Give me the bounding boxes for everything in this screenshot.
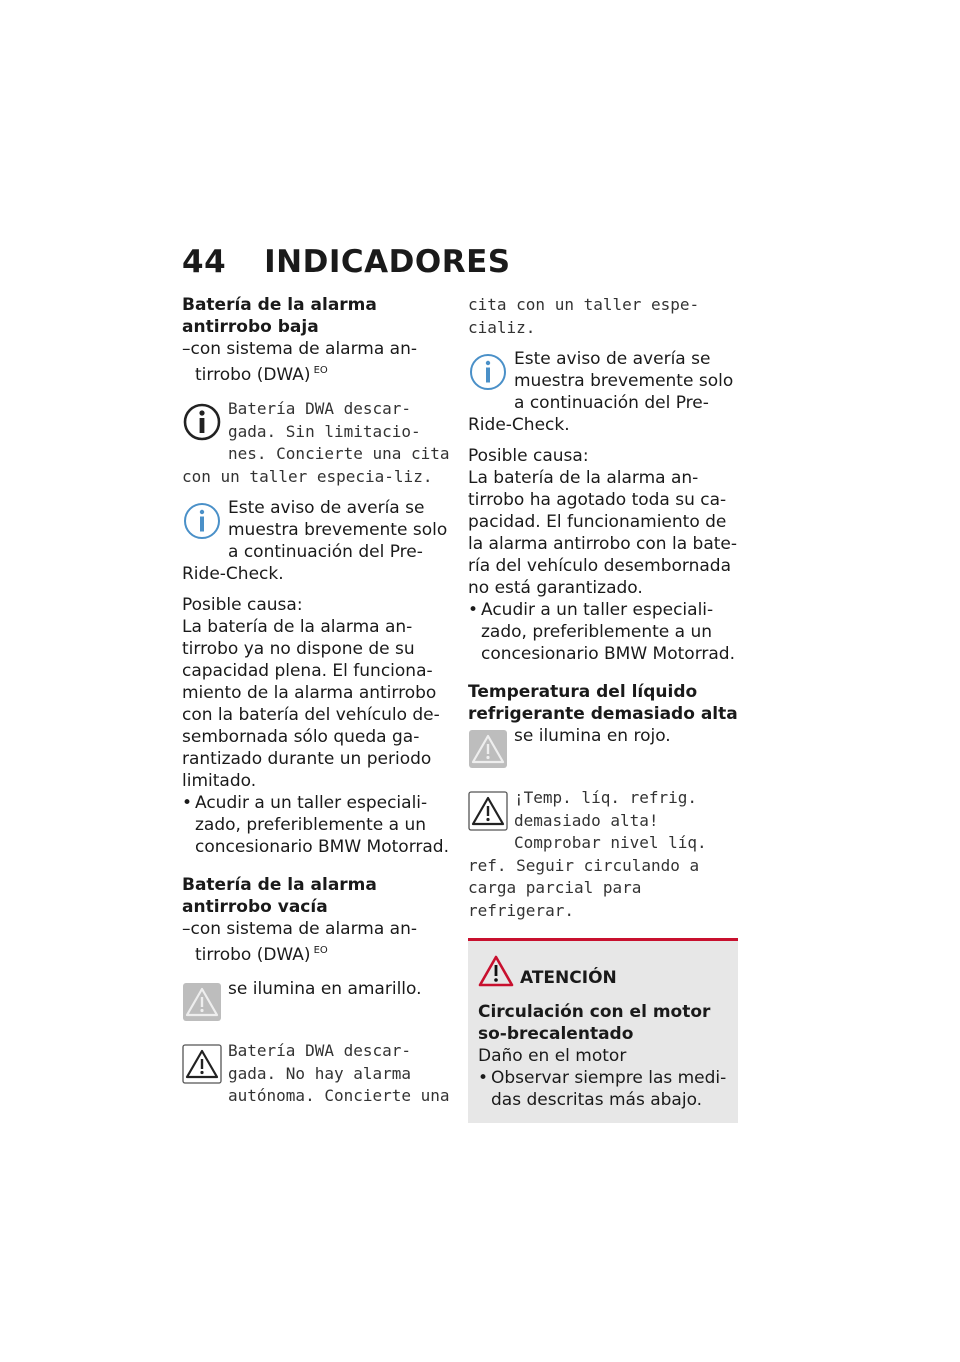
page-title	[182, 244, 511, 280]
info-icon	[468, 352, 508, 398]
warning-header	[478, 955, 728, 993]
cause-text: La batería de la alarma an-tirrobo ya no dispone de su capacidad plena. El funciona-miento de la alarma antirrobo con la batería del vehículo de-sembornada sólo queda ga-rantizado durante un periodo limitado.	[182, 617, 440, 791]
lamp-block	[468, 725, 738, 775]
warning-triangle-icon	[468, 791, 508, 837]
action-item: • Acudir a un taller especiali-zado, preferiblemente a un concesionario BMW Motorrad.	[182, 792, 452, 858]
lamp-block	[182, 978, 452, 1028]
page-number: 44	[182, 244, 227, 280]
cause-text: La batería de la alarma an-tirrobo ha agotado toda su ca-pacidad. El funcionamiento de la alarma antirrobo con la bate-ría del vehículo desembornada no está garantizado.	[468, 468, 737, 598]
warning-label: ATENCIÓN	[520, 968, 617, 988]
lamp-text: se ilumina en amarillo.	[228, 979, 422, 999]
warning-triangle-icon	[478, 955, 514, 993]
warning-text: Daño en el motor	[478, 1046, 627, 1066]
warning-triangle-icon	[182, 1044, 222, 1090]
display-message-block	[182, 1040, 452, 1108]
action-item: • Acudir a un taller especiali-zado, preferiblemente a un concesionario BMW Motorrad.	[468, 599, 738, 665]
chapter-title: INDICADORES	[264, 244, 511, 280]
section-title-coolant-temp: Temperatura del líquido refrigerante demasiado alta	[468, 682, 738, 724]
section-title-battery-low: Batería de la alarma antirrobo baja	[182, 295, 377, 337]
info-icon	[182, 501, 222, 547]
note-block	[468, 348, 738, 436]
left-column	[182, 294, 452, 1108]
section-title-battery-empty: Batería de la alarma antirrobo vacía	[182, 875, 377, 917]
display-message-block	[182, 398, 452, 488]
eo-superscript: EO	[313, 365, 328, 376]
display-message: Batería DWA descar-gada. Sin limitacio-nes. Concierte una cita con un taller especia-liz.	[182, 399, 450, 486]
display-message: Batería DWA descar-gada. No hay alarma autónoma. Concierte una	[228, 1041, 450, 1105]
note-block	[182, 497, 452, 585]
cause-label: Posible causa:	[468, 446, 589, 466]
condition-dwa: –con sistema de alarma an-tirrobo (DWA) $^{EO}$	[182, 919, 417, 965]
warning-lamp-icon	[468, 729, 508, 775]
condition-dwa: –con sistema de alarma an-tirrobo (DWA) $^{EO}$	[182, 339, 417, 385]
note-text: Este aviso de avería se muestra brevemente solo a continuación del Pre-Ride-Check.	[182, 498, 448, 584]
right-column	[468, 294, 738, 1123]
warning-action: • Observar siempre las medi-das descritas más abajo.	[478, 1067, 728, 1111]
lamp-text: se ilumina en rojo.	[514, 726, 671, 746]
note-text: Este aviso de avería se muestra brevemente solo a continuación del Pre-Ride-Check.	[468, 349, 734, 435]
eo-superscript: EO	[313, 945, 328, 956]
warning-box	[468, 938, 738, 1123]
warning-lamp-icon	[182, 982, 222, 1028]
display-message: ¡Temp. líq. refrig. demasiado alta! Comprobar nivel líq. ref. Seguir circulando a carga parcial para refrigerar.	[468, 788, 707, 920]
display-message-continued: cita con un taller espe-cializ.	[468, 295, 700, 337]
display-message-block	[468, 787, 738, 922]
cause-label: Posible causa:	[182, 595, 303, 615]
warning-subtitle: Circulación con el motor so-brecalentado	[478, 1002, 711, 1044]
info-icon	[182, 402, 222, 448]
